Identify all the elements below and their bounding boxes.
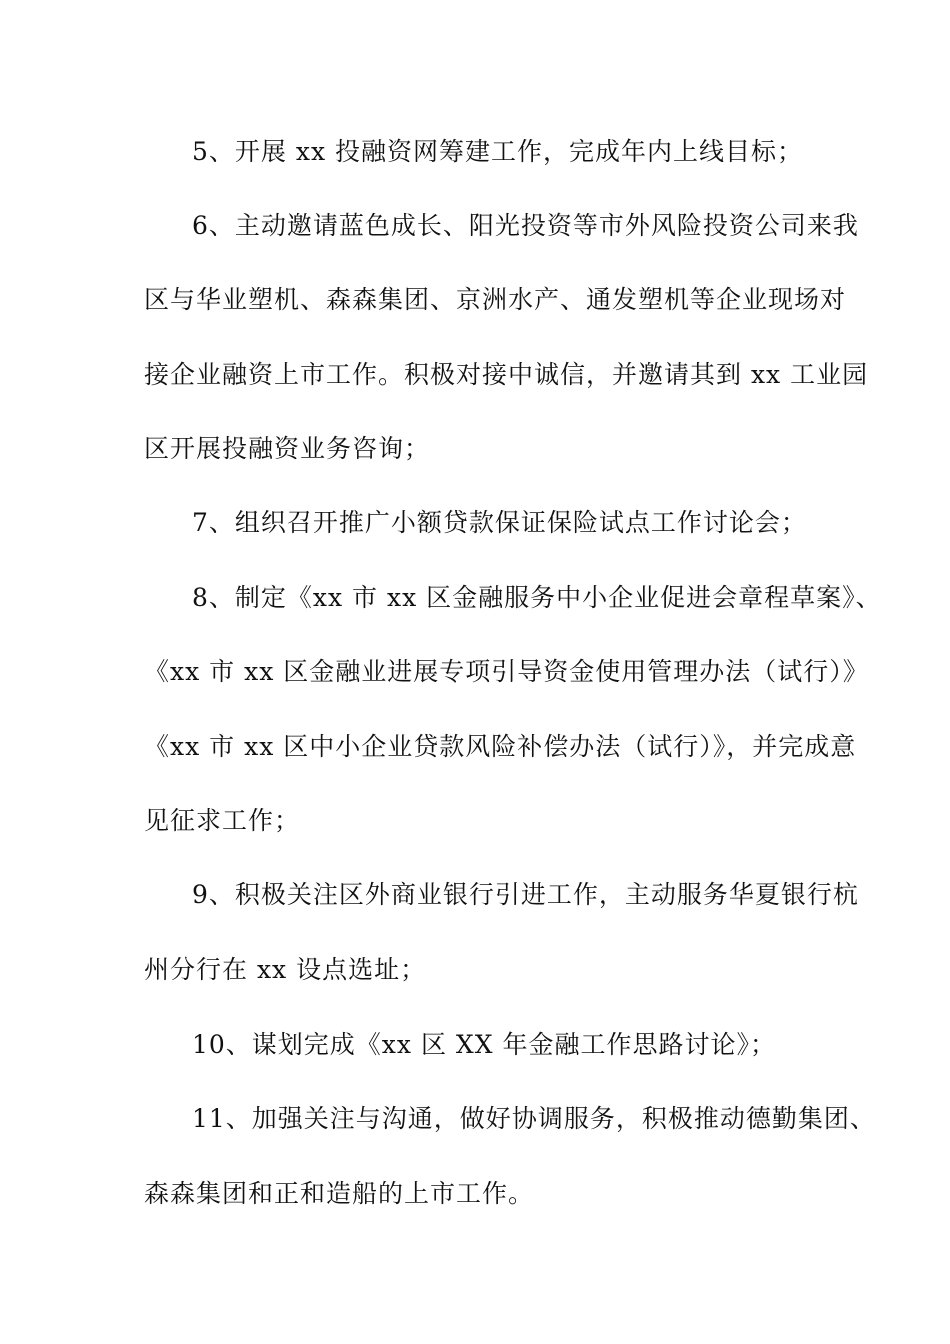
item-8-line-4: 见征求工作；	[144, 806, 301, 835]
item-6-line-4: 区开展投融资业务咨询；	[144, 434, 431, 463]
item-10-line-1: 10、谋划完成《xx 区 XX 年金融工作思路讨论》；	[192, 1030, 776, 1059]
item-8-line-3: 《xx 市 xx 区中小企业贷款风险补偿办法（试行）》，并完成意	[144, 732, 857, 761]
item-7-line-1: 7、组织召开推广小额贷款保证保险试点工作讨论会；	[192, 508, 807, 537]
item-6-line-1: 6、主动邀请蓝色成长、阳光投资等市外风险投资公司来我	[192, 211, 859, 240]
item-6-line-2: 区与华业塑机、森森集团、京洲水产、通发塑机等企业现场对	[144, 285, 847, 314]
item-8-line-2: 《xx 市 xx 区金融业进展专项引导资金使用管理办法（试行）》	[144, 657, 869, 686]
item-11-line-2: 森森集团和正和造船的上市工作。	[144, 1179, 535, 1208]
item-9-line-2: 州分行在 xx 设点选址；	[144, 955, 427, 984]
item-6-line-3: 接企业融资上市工作。积极对接中诚信，并邀请其到 xx 工业园	[144, 360, 869, 389]
item-11-line-1: 11、加强关注与沟通，做好协调服务，积极推动德勤集团、	[192, 1104, 876, 1133]
item-5-line-1: 5、开展 xx 投融资网筹建工作，完成年内上线目标；	[192, 137, 803, 166]
item-8-line-1: 8、制定《xx 市 xx 区金融服务中小企业促进会章程草案》、	[192, 583, 882, 612]
item-9-line-1: 9、积极关注区外商业银行引进工作，主动服务华夏银行杭	[192, 880, 859, 909]
